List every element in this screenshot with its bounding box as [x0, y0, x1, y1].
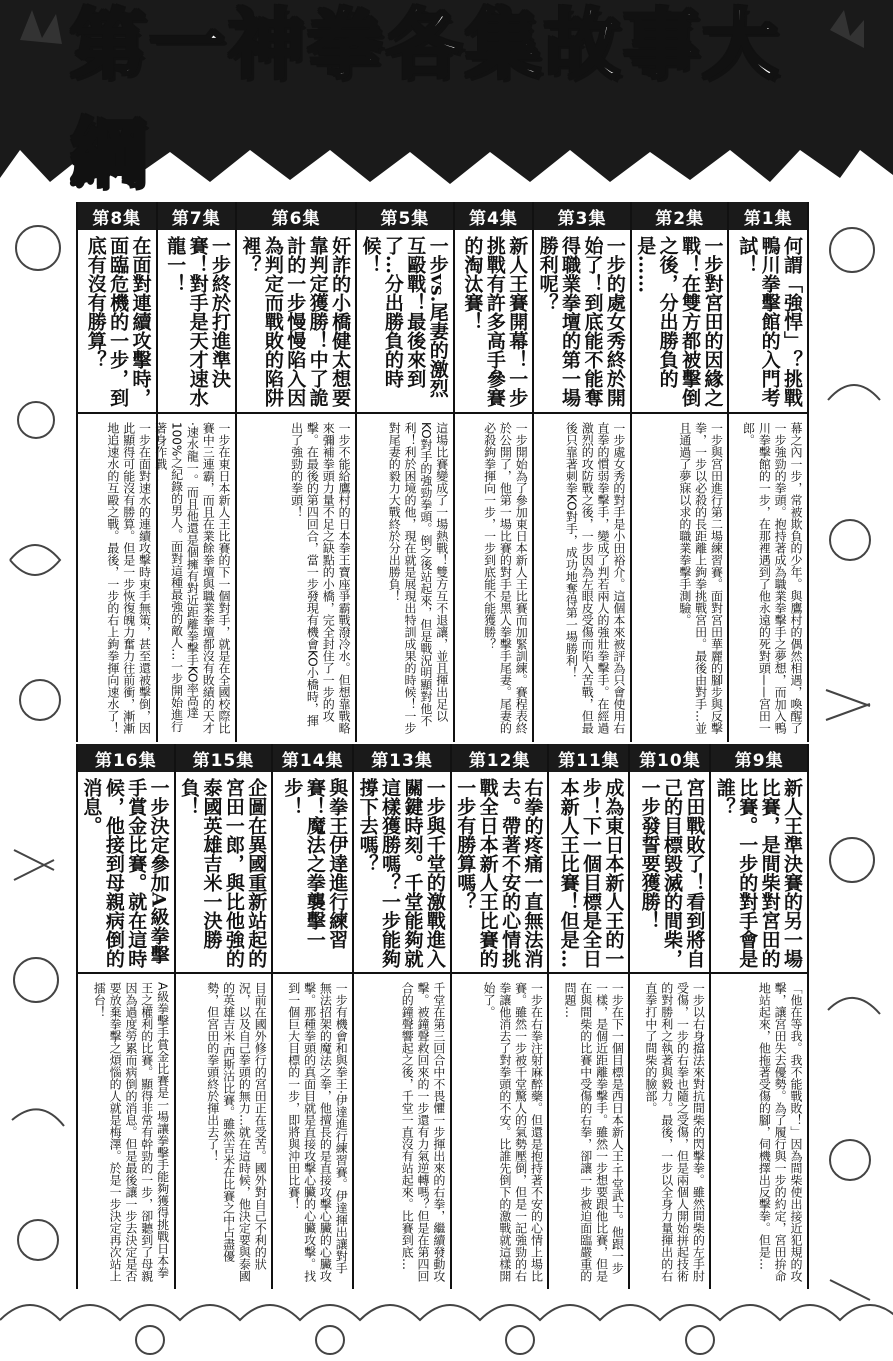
- volume-synopsis: 在面對連續攻擊時，面臨危機的一步，到底有沒有勝算？: [78, 230, 156, 414]
- volume-5: [357, 202, 455, 742]
- volume-15: [176, 744, 274, 1289]
- volume-14: [273, 744, 354, 1289]
- volume-synopsis: 與拳王伊達進行練習賽！魔法之拳襲擊一步！: [273, 772, 352, 974]
- volume-header: 第10集: [630, 744, 709, 772]
- volume-details: 一步有機會和與拳王·伊達進行練習賽。伊達揮出讓對手無法招架的魔法之拳，他擅長的是直接攻擊心臟的心臟攻擊。那種拳頭的真面目就是直接攻擊心臟的心臟攻擊。找到一個巨大目標的一步，即將與沖田比賽！: [286, 982, 349, 1282]
- volume-synopsis: 奸詐的小橋健太想要靠判定獲勝！中了詭計的一步慢慢陷入因為判定而戰敗的陷阱裡？: [237, 230, 355, 414]
- volume-9: [711, 744, 809, 1289]
- volume-synopsis: 一步與千堂的激戰進入關鍵時刻。千堂能夠就這樣獲勝嗎？一步能夠撐下去嗎？: [354, 772, 450, 974]
- volume-details: 千堂在第三回合中不畏懼一步揮出來的右拳，繼續發動攻擊。被鐘聲救回來的一步還有力氣逆轉嗎？但是在第四回合的鐘聲響起之後，千堂一直沒有站起來。比賽到底…: [400, 982, 446, 1282]
- volume-header: 第9集: [711, 744, 807, 772]
- volume-synopsis: 右拳的疼痛一直無法消去。帶著不安的心情挑戰全日本新人王比賽的一步有勝算嗎？: [452, 772, 548, 974]
- volume-7: [153, 202, 238, 742]
- volume-11: [549, 744, 630, 1289]
- volume-header: 第7集: [158, 202, 236, 230]
- volumes-1-8: [76, 202, 809, 742]
- volume-details: 幕之內一步，常被欺負的少年。與鷹村的偶然相遇，喚醒了一步強勁的拳頭。抱持著成為職業拳擊手之夢想，而加入鴨川拳擊館的一步，在那裡遇到了他永遠的死對頭——宮田一郎。: [741, 422, 803, 734]
- volume-header: 第8集: [78, 202, 156, 230]
- volume-header: 第3集: [534, 202, 630, 230]
- volume-details: 一步與宮田進行第二場練習賽。面對宮田華麗的腳步與反擊拳，一步以必殺的長距離上鉤拳挑戰宮田。最後由對手…並且通過了夢寐以求的職業拳擊手測驗。: [677, 422, 724, 734]
- page-title: 第一神拳各集故事大綱: [70, 0, 781, 198]
- volume-8: [78, 202, 158, 742]
- volume-4: [455, 202, 535, 742]
- volume-synopsis: 新人王準決賽的另一場比賽，是間柴對宮田的比賽。一步的對手會是誰？: [711, 772, 807, 974]
- volume-16: [78, 744, 176, 1289]
- volume-synopsis: 一步的處女秀終於開始了！到底能不能奪得職業拳壇的第一場勝利呢？: [534, 230, 630, 414]
- volume-header: 第12集: [452, 744, 548, 772]
- volume-details: 一步在下一個目標是西日本新人王·千堂武士。他跟一步一樣，是個近距離拳擊手。雖然一步想要跟他比賽，但是在與間柴的比賽中受傷的右拳，卻讓一步被迫面臨嚴重的問題…: [562, 982, 625, 1282]
- volume-header: 第11集: [549, 744, 628, 772]
- volume-synopsis: 企圖在異國重新站起的宮田一郎，與比他強的泰國英雄吉米一決勝負！: [176, 772, 272, 974]
- volume-10: [630, 744, 711, 1289]
- volume-header: 第5集: [357, 202, 453, 230]
- volume-synopsis: 一步終於打進準決賽！對手是天才速水龍一！: [158, 230, 236, 414]
- volume-synopsis: 一步對宮田的因緣之戰！在雙方都被擊倒之後，分出勝負的是……: [632, 230, 728, 414]
- volume-details: 「他在等我。我不能戰敗！」因為間柴使出接近犯規的攻擊，讓宮田失去優勢。為了履行與一步的約定，宮田拚命地站起來，他拖著受傷的腳，伺機擇出反擊拳。但是…: [757, 982, 803, 1282]
- volume-header: 第1集: [729, 202, 807, 230]
- volume-1: [729, 202, 809, 742]
- volume-details: 目前在國外修行的宮田正在受苦。國外對自己不利的狀況，以及自己拳頭的無力…就在這時候，他決定要與泰國的英雄吉米·西斯沽比賽。雖然吉米在比賽之中占盡優勢，但宮田的拳頭終於揮出去了！: [205, 982, 268, 1282]
- volumes-9-16: [76, 744, 809, 1289]
- volume-synopsis: 宮田戰敗了！看到將自己的目標毀滅的間柴，一步發誓要獲勝！: [630, 772, 709, 974]
- volume-2: [632, 202, 730, 742]
- volume-details: 一步以右身擋法來對抗間柴的閃擊拳。雖然間柴的左手肘受傷，一步的右拳也隨之受傷，但是兩個人開始拼起技術的對勝利之執著與毅力。最後，一步以全身力量揮出的右直拳打中了間柴的臉部。: [643, 982, 706, 1282]
- volume-details: 一步在東日本新人王比賽的下一個對手，就是在全國校際比賽中三連霸，而且在業餘拳壇與職業拳壇都沒有敗績的天才·速水龍一。而且他還是個擁有對近距離拳擊手KO率高達100%之紀錄的男人。面對這種最強的敵人…一步開始進行著身作戰…: [153, 422, 232, 734]
- volume-13: [354, 744, 452, 1289]
- volume-6: [237, 202, 357, 742]
- synopsis-board: [76, 202, 809, 1289]
- volume-header: 第16集: [78, 744, 174, 772]
- volume-details: 一步在面對速水的連續攻擊時束手無策，甚至還被擊倒，因此顯得可能沒有勝算。但是一步恢復魄力奮力往前衝，漸漸地追速水的互毆之戰。最後，一步的右上鉤拳揮向速水了！: [105, 422, 152, 734]
- volume-3: [534, 202, 632, 742]
- volume-header: 第6集: [237, 202, 355, 230]
- volume-header: 第4集: [455, 202, 533, 230]
- volume-details: 一步處女秀的對手是小田裕介。這個本來被評為只會使用右直拳的慣弱拳擊手，變成了判若兩人的強壯拳擊手。在經過激烈的攻防戰之後，一步因為左眼皮受傷而陷入苦戰，但最後只靠著刺拳KO對手，成功地奪得第一場勝利！: [564, 422, 626, 734]
- volume-synopsis: 何謂「強悍」？挑戰鴨川拳擊館的入門考試！: [729, 230, 807, 414]
- volume-details: 一步在右拳注射麻醉藥。但還是抱持著不安的心情上場比賽。雖然一步被千堂驚人的氣勢壓倒，但是一記強勁的右拳讓他消去了對拳頭的不安。比誰先倒下的激戰就這樣開始了。: [481, 982, 544, 1282]
- volume-synopsis: 一步vs.尾妻的激烈互毆戰！最後來到了…分出勝負的時候！: [357, 230, 453, 414]
- volume-header: 第13集: [354, 744, 450, 772]
- volume-12: [452, 744, 550, 1289]
- volume-details: 一步開始為了參加東日本新人王比賽而加緊訓練。賽程表終於公開了，他第一場比賽的對手是黑人拳擊手尾妻。尾妻的必殺鉤拳揮向一步，一步到底能不能獲勝？: [482, 422, 529, 734]
- volume-synopsis: 新人王賽開幕！一步挑戰有許多高手參賽的淘汰賽！: [455, 230, 533, 414]
- volume-header: 第2集: [632, 202, 728, 230]
- volume-details: 一步不能給鷹村的日本拳王寶座爭霸戰潑冷水。但想靠戰略來彌補拳頭力量不足之缺點的小橋，完全封住了一步的攻擊。在最後的第四回合，當一步發現有機會KO小橋時，揮出了強勁的拳頭！: [289, 422, 352, 734]
- volume-synopsis: 成為東日本新人王的一步！下一個目標是全日本新人王比賽！但是…: [549, 772, 628, 974]
- volume-header: 第14集: [273, 744, 352, 772]
- volume-details: 這場比賽變成了一場熱戰！雙方互不退讓，並且揮出足以KO對手的強勁拳頭。倒之後站起來，但是戰況明顯對他不利！利於困境的他，現在就是展現出特訓成果的時候！一步對尾妻的毅力大戰終於分出勝負！: [387, 422, 449, 734]
- volume-details: A級拳擊手賞金比賽是一場讓拳擊手能夠獲得挑戰日本拳王之權利的比賽。顯得非常有幹勁的一步，卻聽到了母親因為過度勞累而病倒的消息。但是最後讓一步去決定是否要放棄拳擊之煩惱的人就是梅澤。於是一步決定再次站上擂台！: [92, 982, 170, 1282]
- volume-synopsis: 一步決定參加A級拳擊手賞金比賽。就在這時候，他接到母親病倒的消息。: [78, 772, 174, 974]
- volume-header: 第15集: [176, 744, 272, 772]
